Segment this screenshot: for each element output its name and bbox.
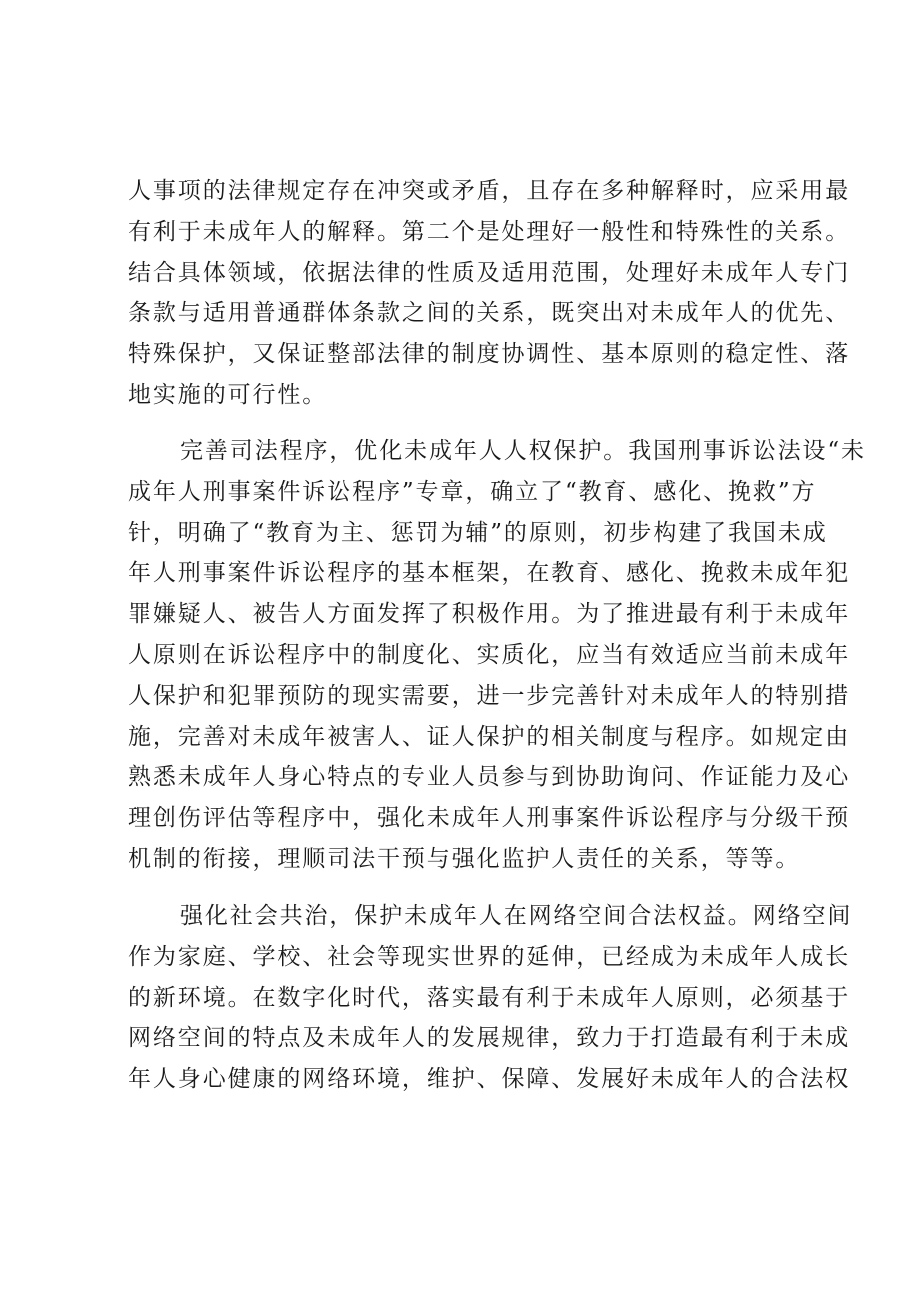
text-line: 特殊保护，又保证整部法律的制度协调性、基本原则的稳定性、落: [128, 341, 851, 368]
text-line: 罪嫌疑人、被告人方面发挥了积极作用。为了推进最有利于未成年: [128, 601, 851, 628]
paragraph-2: [128, 431, 866, 880]
text-line: 人事项的法律规定存在冲突或矛盾，且存在多种解释时，应采用最: [128, 178, 851, 204]
text-line: 机制的衔接，理顺司法干预与强化监护人责任的关系，等等。: [128, 845, 801, 872]
text-line: 年人刑事案件诉讼程序的基本框架，在教育、感化、挽救未成年犯: [128, 560, 851, 587]
text-line: 的新环境。在数字化时代，落实最有利于未成年人原则，必须基于: [128, 984, 851, 1011]
text-line: 理创伤评估等程序中，强化未成年人刑事案件诉讼程序与分级干预: [128, 805, 851, 832]
text-line: 针，明确了“教育为主、惩罚为辅”的原则，初步构建了我国未成: [128, 519, 828, 546]
text-line: 有利于未成年人的解释。第二个是处理好一般性和特殊性的关系。: [128, 218, 851, 245]
text-line: 熟悉未成年人身心特点的专业人员参与到协助询问、作证能力及心: [128, 764, 851, 791]
paragraph-1: [128, 171, 851, 416]
paragraph-3: [128, 896, 853, 1100]
text-line: 成年人刑事案件诉讼程序”专章，确立了“教育、感化、挽救”方: [128, 478, 817, 505]
text-line: 完善司法程序，优化未成年人人权保护。我国刑事诉讼法设“未: [180, 438, 866, 464]
text-line: 人原则在诉讼程序中的制度化、实质化，应当有效适应当前未成年: [128, 641, 851, 668]
text-line: 地实施的可行性。: [128, 381, 328, 408]
text-line: 人保护和犯罪预防的现实需要，进一步完善针对未成年人的特别措: [128, 682, 851, 709]
text-line: 年人身心健康的网络环境，维护、保障、发展好未成年人的合法权: [128, 1066, 851, 1093]
text-line: 结合具体领域，依据法律的性质及适用范围，处理好未成年人专门: [128, 259, 851, 286]
text-line: 作为家庭、学校、社会等现实世界的延伸，已经成为未成年人成长: [128, 943, 851, 970]
text-line: 条款与适用普通群体条款之间的关系，既突出对未成年人的优先、: [128, 300, 851, 327]
text-line: 施，完善对未成年被害人、证人保护的相关制度与程序。如规定由: [128, 723, 851, 750]
text-line: 网络空间的特点及未成年人的发展规律，致力于打造最有利于未成: [128, 1025, 851, 1052]
text-line: 强化社会共治，保护未成年人在网络空间合法权益。网络空间: [180, 903, 853, 929]
